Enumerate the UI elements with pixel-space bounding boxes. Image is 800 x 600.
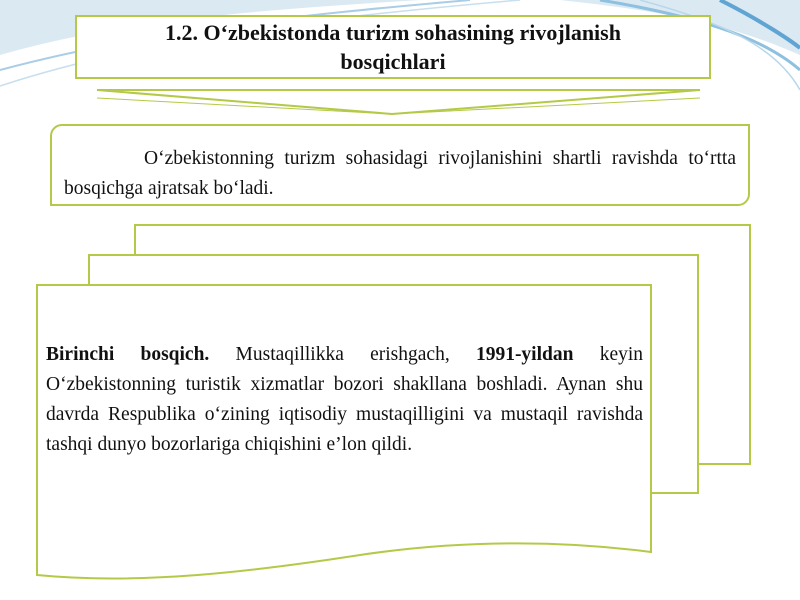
stage-text-2: keyin O‘zbekistonning turistik xizmatlar bozori shakllana boshladi. Aynan shu davrda Respublika o‘zining iqtisodiy mustaqilligini va mustaqil ravishda tashqi dunyo bozorlariga chiqishini e’lon qildi. [46, 344, 644, 455]
stage-year: 1991-yildan [475, 344, 574, 365]
stage-description [46, 340, 643, 460]
stage-label: Birinchi bosqich. [46, 344, 210, 365]
stage-text-1: Mustaqillikka erishgach, [235, 344, 450, 365]
section-title: 1.2. O‘zbekistonda turizm sohasining rivojlanish bosqichlari [165, 20, 621, 74]
intro-text: O‘zbekistonning turizm sohasidagi rivojlanishini shartli ravishda to‘rtta bosqichga ajratsak bo‘ladi. [64, 148, 736, 199]
